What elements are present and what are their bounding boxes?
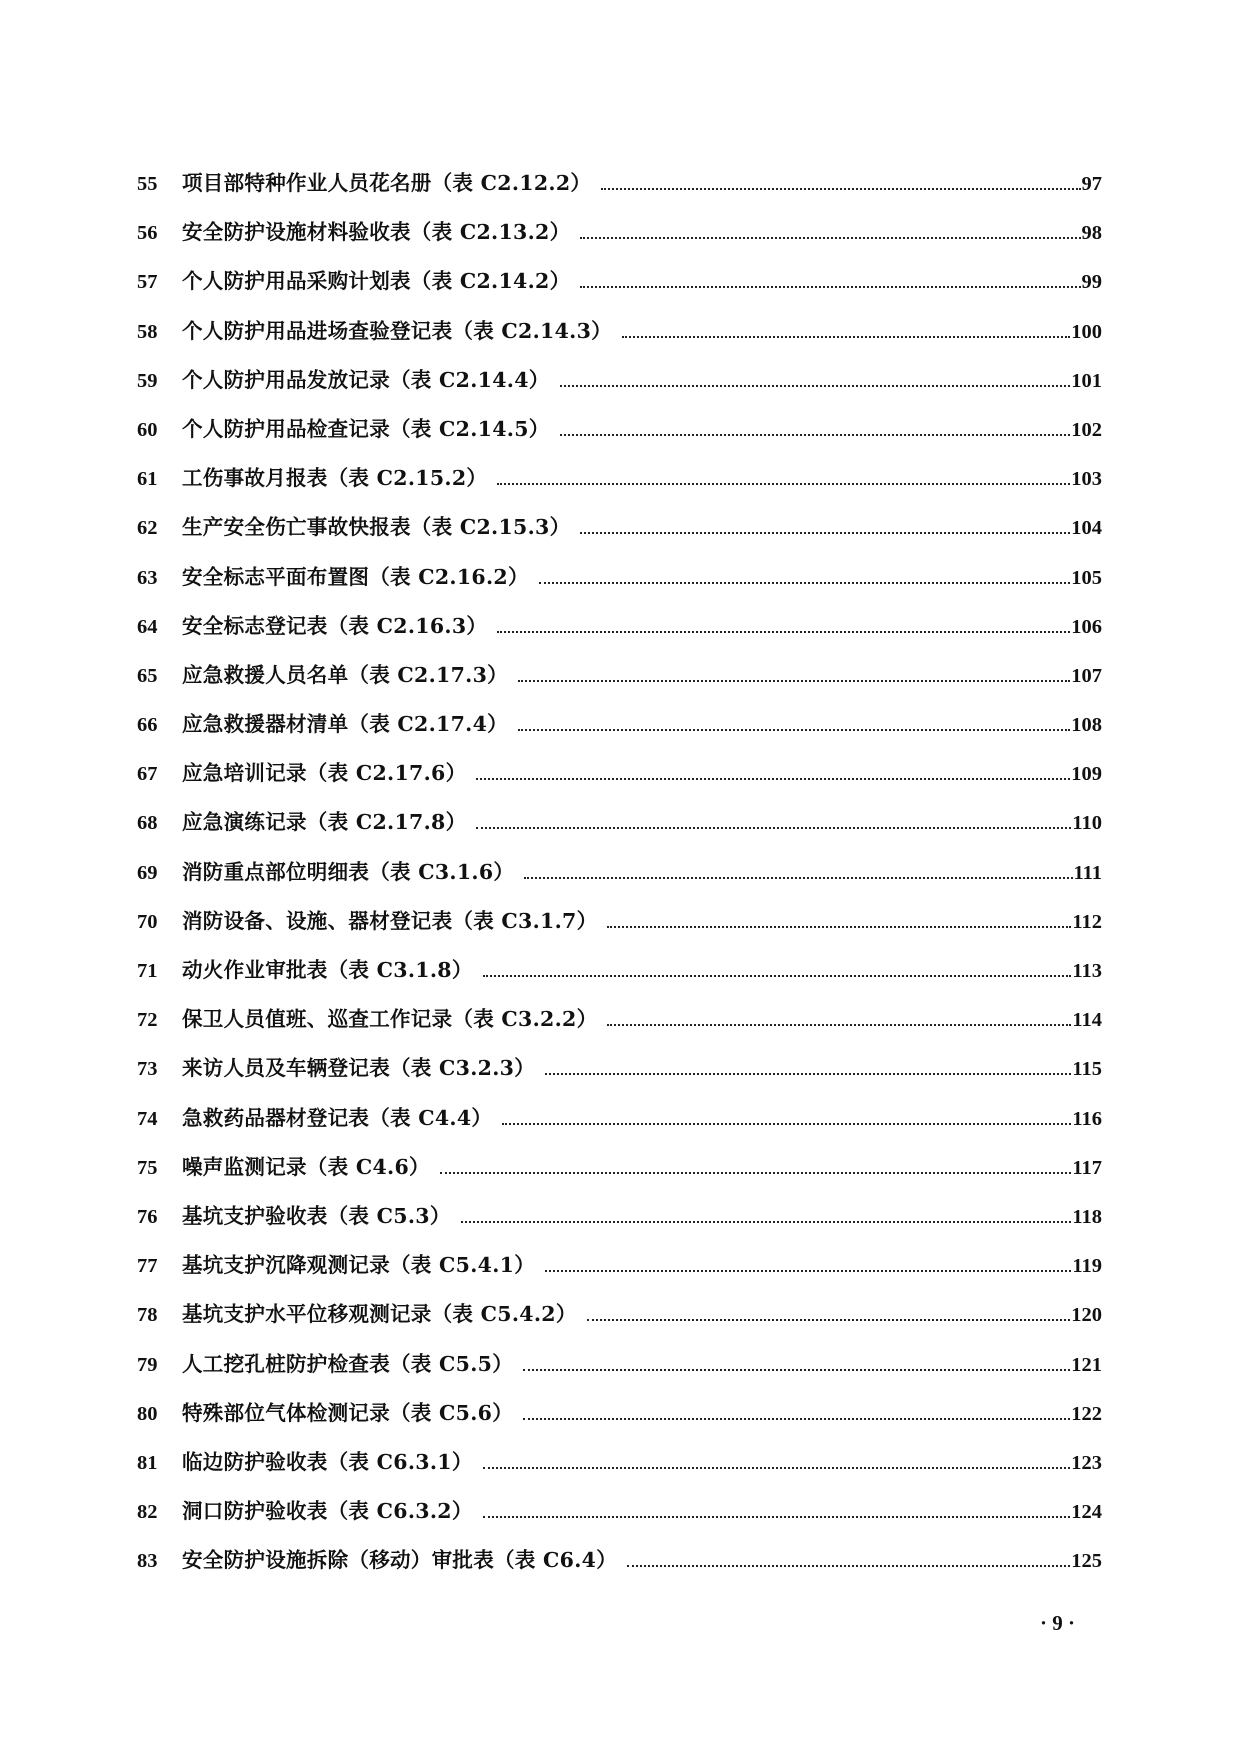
dot-leader	[545, 1270, 1071, 1272]
toc-entry-page: 117	[1072, 1156, 1102, 1179]
toc-entry	[137, 1002, 1102, 1051]
toc-entry-page: 120	[1071, 1304, 1102, 1327]
toc-entry-number: 83	[137, 1550, 158, 1573]
dot-leader	[580, 532, 1070, 534]
toc-entry-number: 57	[137, 271, 158, 294]
toc-entry-number: 61	[137, 468, 158, 491]
toc-entry-title: 消防重点部位明细表（表 C3.1.6）	[182, 859, 515, 884]
toc-entry	[137, 1347, 1102, 1396]
toc-entry-number: 69	[137, 861, 158, 884]
toc-entry-title: 人工挖孔桩防护检查表（表 C5.5）	[182, 1351, 514, 1376]
toc-entry-page: 122	[1071, 1402, 1102, 1425]
toc-entry-title: 噪声监测记录（表 C4.6）	[182, 1154, 430, 1179]
dot-leader	[607, 926, 1071, 928]
toc-entry-title: 安全防护设施拆除（移动）审批表（表 C6.4）	[182, 1548, 618, 1573]
toc-entry-page: 121	[1071, 1353, 1102, 1376]
toc-entry-page: 99	[1081, 271, 1102, 294]
toc-entry-title: 基坑支护沉降观测记录（表 C5.4.1）	[182, 1253, 536, 1278]
toc-entry-title: 应急救援人员名单（表 C2.17.3）	[182, 662, 508, 687]
dot-leader	[560, 385, 1071, 387]
dot-leader	[587, 1319, 1071, 1321]
toc-entry-number: 68	[137, 812, 158, 835]
dot-leader	[518, 729, 1070, 731]
toc-entry-title: 生产安全伤亡事故快报表（表 C2.15.3）	[182, 515, 571, 540]
toc-entry	[137, 1445, 1102, 1494]
toc-entry-page: 125	[1071, 1550, 1102, 1573]
toc-entry	[137, 1248, 1102, 1297]
toc-entry	[137, 609, 1102, 658]
dot-leader	[523, 1418, 1070, 1420]
toc-entry-number: 63	[137, 566, 158, 589]
toc-entry	[137, 1150, 1102, 1199]
toc-entry-title: 个人防护用品检查记录（表 C2.14.5）	[182, 416, 550, 441]
toc-entry-title: 基坑支护验收表（表 C5.3）	[182, 1203, 451, 1228]
toc-entry	[137, 264, 1102, 313]
toc-entry-title: 工伤事故月报表（表 C2.15.2）	[182, 466, 488, 491]
toc-entry	[137, 166, 1102, 215]
toc-entry-number: 73	[137, 1058, 158, 1081]
toc-entry-title: 保卫人员值班、巡查工作记录（表 C3.2.2）	[182, 1007, 598, 1032]
toc-entry-number: 58	[137, 320, 158, 343]
dot-leader	[461, 1221, 1072, 1223]
toc-entry	[137, 658, 1102, 707]
toc-entry-number: 75	[137, 1156, 158, 1179]
toc-entry	[137, 953, 1102, 1002]
toc-entry-number: 80	[137, 1402, 158, 1425]
toc-entry-page: 102	[1071, 418, 1102, 441]
dot-leader	[622, 336, 1070, 338]
toc-entry-title: 临边防护验收表（表 C6.3.1）	[182, 1449, 473, 1474]
toc-entry-page: 98	[1081, 222, 1102, 245]
toc-entry-page: 115	[1072, 1058, 1102, 1081]
toc-entry-title: 特殊部位气体检测记录（表 C5.6）	[182, 1400, 514, 1425]
toc-entry	[137, 805, 1102, 854]
toc-entry-page: 101	[1071, 369, 1102, 392]
toc-entry-number: 67	[137, 763, 158, 786]
toc-entry-number: 65	[137, 664, 158, 687]
toc-entry-number: 64	[137, 615, 158, 638]
toc-entry-page: 116	[1072, 1107, 1102, 1130]
toc-entry-title: 消防设备、设施、器材登记表（表 C3.1.7）	[182, 908, 598, 933]
dot-leader	[524, 877, 1072, 879]
toc-entry-number: 79	[137, 1353, 158, 1376]
dot-leader	[497, 631, 1070, 633]
toc-entry-page: 123	[1071, 1451, 1102, 1474]
toc-entry	[137, 756, 1102, 805]
dot-leader	[476, 827, 1071, 829]
toc-entry-title: 急救药品器材登记表（表 C4.4）	[182, 1105, 493, 1130]
dot-leader	[580, 237, 1080, 239]
toc-entry-title: 安全标志平面布置图（表 C2.16.2）	[182, 564, 529, 589]
toc-entry-page: 119	[1072, 1255, 1102, 1278]
table-of-contents	[137, 166, 1102, 1592]
toc-entry	[137, 363, 1102, 412]
toc-entry	[137, 1101, 1102, 1150]
toc-entry-title: 项目部特种作业人员花名册（表 C2.12.2）	[182, 171, 592, 195]
toc-entry-number: 55	[137, 173, 158, 195]
toc-entry-page: 114	[1072, 1009, 1102, 1032]
toc-entry-page: 118	[1072, 1205, 1102, 1228]
page-number: · 9 ·	[1040, 1611, 1076, 1635]
toc-entry	[137, 1199, 1102, 1248]
dot-leader	[523, 1369, 1070, 1371]
toc-entry-number: 66	[137, 714, 158, 737]
toc-entry-number: 59	[137, 369, 158, 392]
toc-entry	[137, 1297, 1102, 1346]
toc-entry	[137, 412, 1102, 461]
toc-entry	[137, 1543, 1102, 1592]
toc-entry-title: 来访人员及车辆登记表（表 C3.2.3）	[182, 1056, 536, 1081]
toc-entry-page: 112	[1072, 910, 1102, 933]
dot-leader	[476, 778, 1070, 780]
toc-entry-page: 103	[1071, 468, 1102, 491]
toc-entry-number: 82	[137, 1501, 158, 1524]
toc-entry-title: 个人防护用品发放记录（表 C2.14.4）	[182, 367, 550, 392]
dot-leader	[483, 1516, 1071, 1518]
dot-leader	[539, 582, 1070, 584]
toc-entry-number: 78	[137, 1304, 158, 1327]
toc-entry-title: 安全标志登记表（表 C2.16.3）	[182, 613, 488, 638]
dot-leader	[483, 975, 1072, 977]
toc-entry-title: 应急培训记录（表 C2.17.6）	[182, 761, 467, 786]
toc-entry-number: 76	[137, 1205, 158, 1228]
toc-entry-page: 106	[1071, 615, 1102, 638]
toc-entry-page: 107	[1071, 664, 1102, 687]
toc-entry-title: 应急救援器材清单（表 C2.17.4）	[182, 712, 508, 737]
toc-entry-page: 97	[1081, 173, 1102, 195]
toc-entry-title: 洞口防护验收表（表 C6.3.2）	[182, 1499, 473, 1524]
dot-leader	[601, 188, 1080, 190]
toc-entry	[137, 1494, 1102, 1543]
toc-entry-page: 113	[1072, 960, 1102, 982]
toc-entry-number: 60	[137, 418, 158, 441]
dot-leader	[560, 434, 1071, 436]
dot-leader	[627, 1565, 1070, 1567]
toc-entry	[137, 707, 1102, 756]
dot-leader	[502, 1123, 1071, 1125]
dot-leader	[497, 483, 1070, 485]
toc-entry-number: 74	[137, 1107, 158, 1130]
toc-entry	[137, 215, 1102, 264]
toc-entry-number: 70	[137, 910, 158, 933]
toc-entry	[137, 904, 1102, 953]
dot-leader	[518, 680, 1070, 682]
dot-leader	[580, 286, 1080, 288]
toc-entry	[137, 1396, 1102, 1445]
toc-entry-page: 108	[1071, 714, 1102, 737]
toc-entry-number: 77	[137, 1255, 158, 1278]
toc-entry	[137, 510, 1102, 559]
toc-entry-title: 动火作业审批表（表 C3.1.8）	[182, 958, 473, 982]
toc-entry	[137, 461, 1102, 510]
toc-entry-title: 应急演练记录（表 C2.17.8）	[182, 810, 467, 835]
toc-entry-number: 72	[137, 1009, 158, 1032]
toc-entry-page: 110	[1072, 812, 1102, 835]
toc-entry-page: 109	[1071, 763, 1102, 786]
toc-entry	[137, 855, 1102, 904]
toc-entry-title: 个人防护用品采购计划表（表 C2.14.2）	[182, 269, 571, 294]
toc-entry-page: 105	[1071, 566, 1102, 589]
toc-entry-number: 56	[137, 222, 158, 245]
toc-entry	[137, 1051, 1102, 1100]
dot-leader	[607, 1024, 1071, 1026]
toc-entry-title: 基坑支护水平位移观测记录（表 C5.4.2）	[182, 1302, 577, 1327]
toc-entry-page: 111	[1073, 861, 1102, 884]
toc-entry-page: 124	[1071, 1501, 1102, 1524]
dot-leader	[483, 1467, 1071, 1469]
toc-entry-number: 71	[137, 960, 158, 982]
dot-leader	[545, 1073, 1071, 1075]
toc-entry	[137, 314, 1102, 363]
dot-leader	[440, 1172, 1072, 1174]
toc-entry-page: 104	[1071, 517, 1102, 540]
toc-entry-number: 81	[137, 1451, 158, 1474]
toc-entry	[137, 560, 1102, 609]
toc-entry-title: 个人防护用品进场查验登记表（表 C2.14.3）	[182, 318, 612, 343]
toc-entry-page: 100	[1071, 320, 1102, 343]
toc-entry-title: 安全防护设施材料验收表（表 C2.13.2）	[182, 220, 571, 245]
toc-entry-number: 62	[137, 517, 158, 540]
